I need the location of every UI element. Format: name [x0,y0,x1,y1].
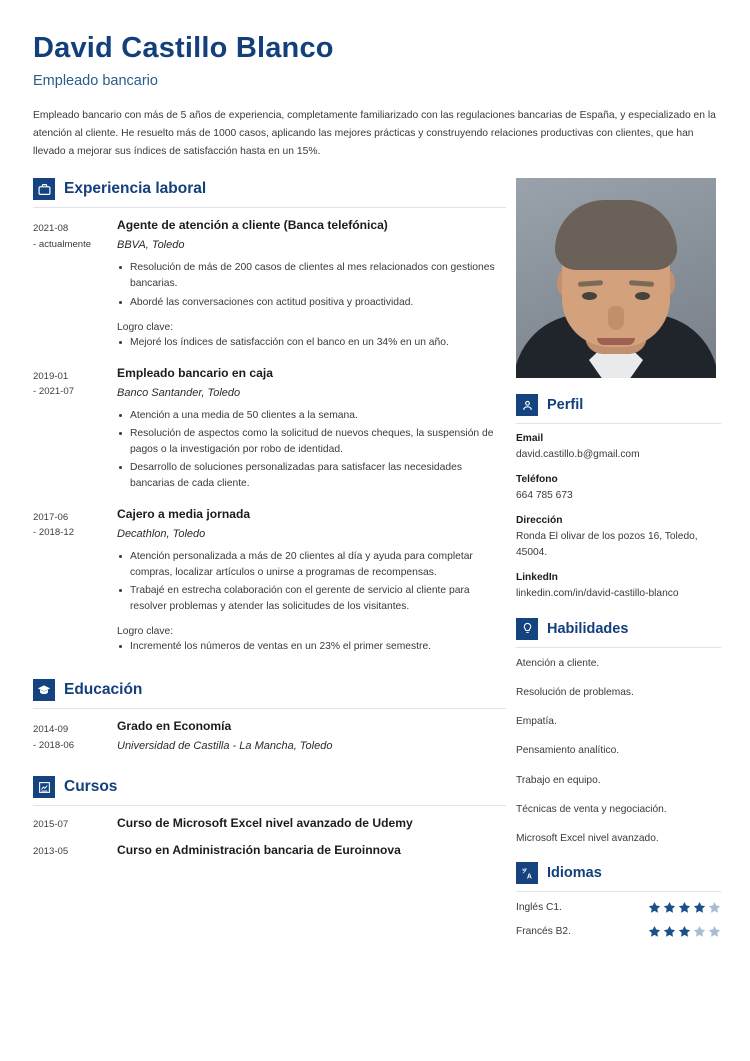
professional-summary: Empleado bancario con más de 5 años de experiencia, completamente familiarizado con las regulaciones bancarias de España, y especializado en la atención al cliente. He resuelto más de 1000 casos, aplicando las mejores prácticas y construyendo relaciones productivas con clientes, que han llevado a mejorar sus índices de satisfacción hasta en un 15%. [33,110,716,157]
skill-item: Resolución de problemas. [516,686,634,698]
achievement-label: Logro clave: [117,321,174,333]
education-school: Universidad de Castilla - La Mancha, Toledo [117,740,333,753]
certificate-icon [33,776,55,798]
main-column [33,178,506,868]
entry-bullet: Resolución de aspectos como la solicitud de nuevos cheques, la suspensión de pagos o la investigación por robo de identidad. [117,426,506,458]
skill-item: Microsoft Excel nivel avanzado. [516,833,659,845]
entry-date-end: - actualmente [33,238,92,250]
language-name: Inglés C1. [516,902,562,914]
entry-date-end: - 2018-12 [33,527,75,539]
entry-date-start: 2019-01 [33,370,69,382]
section-title-education: Educación [64,681,143,699]
entry-bullet: Abordé las conversaciones con actitud positiva y proactividad. [117,295,506,311]
star-icon [693,925,706,938]
person-icon [516,394,538,416]
profile-field-linkedin [516,572,721,602]
section-header-education [33,679,506,709]
entry-organization: BBVA, Toledo [117,239,185,252]
candidate-photo [516,178,716,378]
course-entry [33,842,506,860]
skill-item: Pensamiento analítico. [516,745,620,757]
resume-header [33,32,715,160]
entry-bullet-list [117,408,506,492]
profile-field-label: Teléfono [516,474,558,486]
skill-item: Trabajo en equipo. [516,774,601,786]
entry-date-start: 2021-08 [33,223,69,235]
language-rating-stars [648,925,721,938]
star-icon [693,901,706,914]
course-entry [33,815,506,833]
section-title-skills: Habilidades [547,620,629,637]
briefcase-icon [33,178,55,200]
profile-field-value[interactable]: david.castillo.b@gmail.com [516,449,640,461]
sidebar-column [516,178,721,954]
education-entry [33,718,506,762]
profile-field-label: LinkedIn [516,571,558,583]
section-courses [33,776,506,859]
svg-text:ヲ: ヲ [520,867,527,875]
section-header-courses [33,776,506,806]
skill-item: Atención a cliente. [516,657,600,669]
star-icon [678,901,691,914]
profile-field-value[interactable]: linkedin.com/in/david-castillo-blanco [516,587,679,599]
star-icon [648,925,661,938]
entry-role: Empleado bancario en caja [117,365,273,380]
entry-date-end: - 2021-07 [33,386,75,398]
entry-date-start: 2017-06 [33,511,69,523]
entry-bullet: Trabajé en estrecha colaboración con el gerente de servicio al cliente para resolver problemas y atender las solicitudes de los visitantes. [117,583,506,615]
section-title-languages: Idiomas [547,865,602,882]
section-header-languages [516,862,721,892]
star-icon [663,901,676,914]
experience-entry [33,506,506,665]
section-experience [33,178,506,665]
language-row [516,925,721,938]
section-header-experience [33,178,506,208]
entry-role: Agente de atención a cliente (Banca telefónica) [117,218,388,233]
language-rating-stars [648,901,721,914]
profile-field-label: Email [516,433,544,445]
entry-dates [33,718,117,762]
achievement-list [117,335,506,351]
section-title-profile: Perfil [547,397,584,414]
star-icon [708,901,721,914]
skill-item: Empatía. [516,716,557,728]
star-icon [678,925,691,938]
candidate-job-title: Empleado bancario [33,73,158,90]
section-header-profile [516,394,721,424]
section-skills [516,618,721,847]
profile-field-email [516,433,721,463]
entry-bullet-list [117,260,506,310]
entry-bullet: Atención personalizada a más de 20 clientes al día y ayuda para completar compras, localizar artículos o unirse a programas de recompensas. [117,549,506,581]
candidate-name: David Castillo Blanco [33,32,334,64]
section-title-experience: Experiencia laboral [64,180,207,198]
svg-text:A: A [526,873,532,881]
section-header-skills [516,618,721,648]
profile-field-value[interactable]: 664 785 673 [516,490,573,502]
entry-dates [33,217,117,360]
entry-bullet: Desarrollo de soluciones personalizadas para satisfacer las necesidades bancarias de cada cliente. [117,460,506,492]
entry-bullet: Atención a una media de 50 clientes a la semana. [117,408,506,424]
star-icon [708,925,721,938]
section-profile [516,394,721,601]
star-icon [648,901,661,914]
achievement-bullet: Incrementé los números de ventas en un 23% el primer semestre. [117,639,506,655]
profile-field-label: Dirección [516,515,563,527]
section-title-courses: Cursos [64,778,118,796]
experience-entry [33,217,506,360]
profile-field-address [516,515,721,561]
profile-field-phone [516,474,721,504]
course-name: Curso de Microsoft Excel nivel avanzado de Udemy [117,816,413,831]
graduation-cap-icon [33,679,55,701]
language-row [516,901,721,914]
language-name: Francés B2. [516,926,571,938]
achievement-bullet: Mejoré los índices de satisfacción con el banco en un 34% en un año. [117,335,506,351]
experience-entry [33,365,506,502]
entry-bullet: Resolución de más de 200 casos de clientes al mes relacionados con gestiones bancarias. [117,260,506,292]
star-icon [663,925,676,938]
entry-dates [33,365,117,502]
entry-date-end: - 2018-06 [33,739,75,751]
entry-date-start: 2014-09 [33,724,69,736]
course-date: 2013-05 [33,845,69,857]
profile-field-value: Ronda El olivar de los pozos 16, Toledo, 45004. [516,531,698,558]
skill-item: Técnicas de venta y negociación. [516,803,667,815]
entry-organization: Banco Santander, Toledo [117,386,241,399]
entry-organization: Decathlon, Toledo [117,527,206,540]
achievement-list [117,639,506,655]
entry-role: Cajero a media jornada [117,506,251,521]
entry-bullet-list [117,549,506,615]
course-date: 2015-07 [33,819,69,831]
course-name: Curso en Administración bancaria de Euroinnova [117,842,401,857]
lightbulb-icon [516,618,538,640]
achievement-label: Logro clave: [117,626,174,638]
entry-dates [33,506,117,665]
section-languages [516,862,721,938]
education-degree: Grado en Economía [117,719,232,734]
translate-icon [516,862,538,884]
section-education [33,679,506,762]
